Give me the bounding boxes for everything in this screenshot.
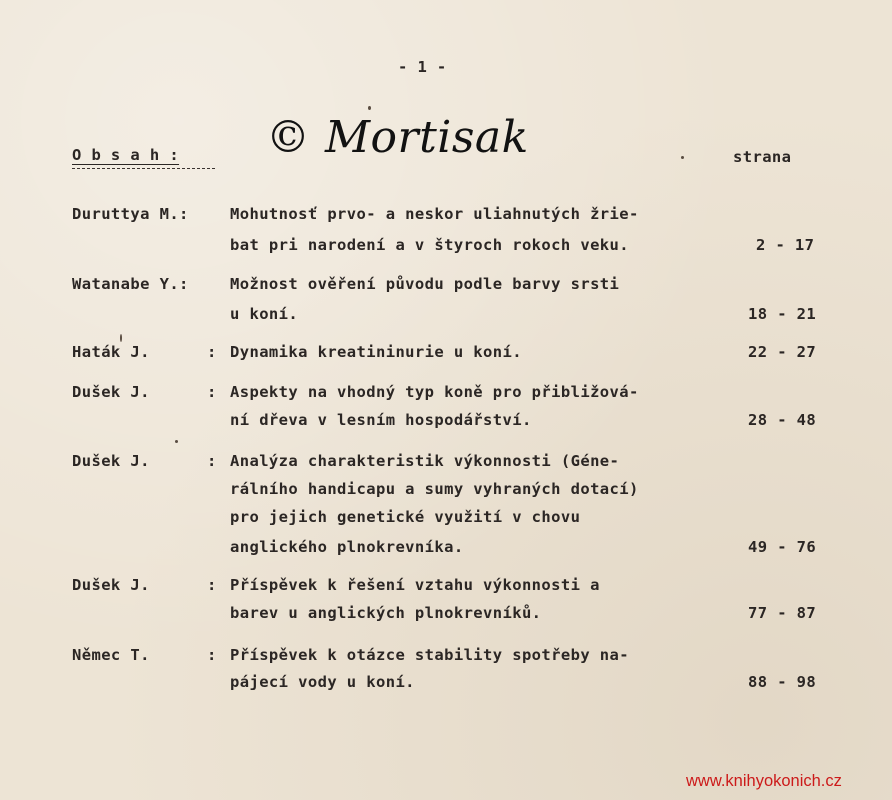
entry-pages: 77 - 87 (748, 604, 817, 622)
paper-speck (681, 156, 684, 159)
paper-speck (175, 440, 178, 443)
page-number: - 1 - (398, 58, 447, 76)
entry-title-line: rálního handicapu a sumy vyhraných dotací) (230, 480, 639, 498)
entry-colon: : (207, 343, 217, 361)
entry-colon: : (207, 576, 217, 594)
entry-title-line: Mohutnosť prvo- a neskor uliahnutých žrie- (230, 205, 639, 223)
contents-heading: O b s a h : (72, 146, 180, 164)
entry-pages: 28 - 48 (748, 411, 817, 429)
entry-author: Němec T. (72, 646, 150, 664)
entry-title-line: Analýza charakteristik výkonnosti (Géne- (230, 452, 620, 470)
entry-title-line: Dynamika kreatininurie u koní. (230, 343, 522, 361)
entry-title-line: ní dřeva v lesním hospodářství. (230, 411, 532, 429)
entry-author: Haták J. (72, 343, 150, 361)
entry-colon: : (207, 383, 217, 401)
entry-pages: 22 - 27 (748, 343, 817, 361)
entry-colon: : (207, 646, 217, 664)
entry-title-line: pájecí vody u koní. (230, 673, 415, 691)
entry-colon: : (207, 452, 217, 470)
website-watermark: www.knihyokonich.cz (686, 772, 842, 790)
entry-author: Dušek J. (72, 576, 150, 594)
entry-title-line: Aspekty na vhodný typ koně pro přibližová- (230, 383, 639, 401)
entry-author: Watanabe Y.: (72, 275, 189, 293)
paper-speck (120, 334, 122, 342)
entry-author: Duruttya M.: (72, 205, 189, 223)
heading-underline (72, 168, 215, 169)
entry-title-line: u koní. (230, 305, 299, 323)
entry-title-line: barev u anglických plnokrevníků. (230, 604, 542, 622)
page-column-label: strana (733, 148, 792, 166)
entry-author: Dušek J. (72, 452, 150, 470)
entry-title-line: Možnost ověření původu podle barvy srsti (230, 275, 620, 293)
entry-title-line: bat pri narodení a v štyroch rokoch veku. (230, 236, 630, 254)
entry-pages: 18 - 21 (748, 305, 817, 323)
entry-author: Dušek J. (72, 383, 150, 401)
entry-title-line: Příspěvek k řešení vztahu výkonnosti a (230, 576, 600, 594)
paper-speck (368, 106, 371, 110)
entry-title-line: pro jejich genetické využití v chovu (230, 508, 581, 526)
entry-pages: 49 - 76 (748, 538, 817, 556)
entry-title-line: Příspěvek k otázce stability spotřeby na- (230, 646, 630, 664)
entry-pages: 2 - 17 (756, 236, 815, 254)
copyright-watermark: © Mortisak (266, 112, 529, 163)
entry-pages: 88 - 98 (748, 673, 817, 691)
entry-title-line: anglického plnokrevníka. (230, 538, 464, 556)
